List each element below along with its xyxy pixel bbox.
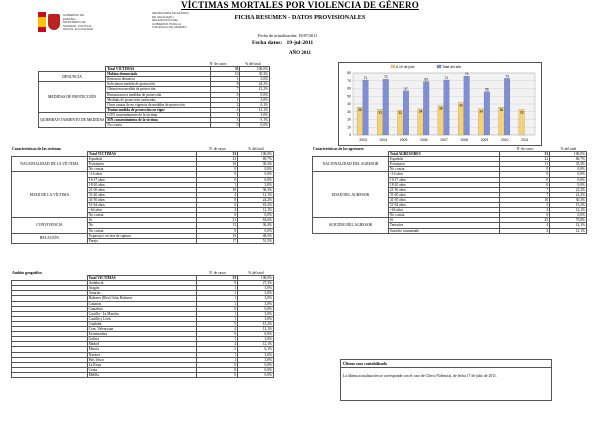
row-count: 0 [197, 306, 238, 311]
data-label: 34 [418, 109, 423, 114]
row-label: Cataluña [87, 321, 197, 326]
data-label: 36 [499, 108, 504, 113]
year-label: AÑO 2011 [288, 51, 312, 56]
row-count: 2 [197, 347, 238, 352]
y-tick-label: 70 [347, 78, 351, 83]
row-label: Española [87, 157, 197, 162]
row-pct: 0,0% [238, 167, 274, 172]
row-count: 11 [500, 162, 550, 167]
table-row: Medidas de protección caducadas 1 3,0% [107, 97, 268, 102]
row-pct: 0,0% [550, 167, 587, 172]
row-count: 4 [197, 192, 238, 197]
row-pct: 33,3% [550, 162, 587, 167]
row-pct: 3,0% [238, 316, 274, 321]
legend-label: A 19 de julio [396, 64, 415, 69]
row-label: Melilla [87, 372, 197, 377]
ambito-table [11, 275, 274, 378]
bar [464, 76, 470, 135]
row-label: Sí [87, 218, 197, 223]
group-denuncia: DENUNCIA [39, 72, 106, 82]
x-tick-label: 2006 [420, 138, 428, 142]
row-pct: 3,0% [238, 352, 274, 357]
group-label: NACIONALIDAD DEL AGRESOR [313, 157, 389, 172]
row-count: 5 [500, 203, 550, 208]
row-label: Aragón [87, 286, 197, 291]
ambito-section: Ámbito geográfico Nº de casos % del total Total VÍCTIMAS 33 100,0% Andalucía 9 27,3% Aragón 1 3,0% Asturias 1 3,0% Baleares (Illes)/ Islas Baleares 1 3,0% Canarias 1 3,0% Cantabria 0 0,0% Castilla - La Mancha 1 3,0% Castilla y León 1 3,0% Cataluña 5 15,2% Com. Valenciana 4 12,1% Extremadura 0 0,0% Galicia 1 3,0% Madrid 4 12,1% Murcia 2 6,1% Navarra 1 3,0% País Vasco 1 3,0% La Rioja 0 0,0% Ceuta 0 0,0% Melilla 0 0,0% [12, 271, 272, 377]
row-count: 5 [197, 321, 238, 326]
page-title: VÍCTIMAS MORTALES POR VIOLENCIA DE GÉNERO [181, 0, 419, 10]
y-tick-label: 10 [347, 125, 351, 130]
data-label: 38 [438, 106, 443, 111]
row-count: 10 [197, 187, 238, 192]
logo-right-text: SECRETARÍA DE ESTADO DE IGUALDAD | DELEGACIÓN DEL GOBIERNO PARA LA VIOLENCIA DE GÉNERO [152, 11, 189, 30]
agresores-table [312, 151, 587, 234]
row-label: Andalucía [87, 281, 197, 286]
row-pct: 12,1% [238, 327, 274, 332]
row-pct: 48,5% [238, 233, 274, 238]
subtitle: FICHA RESUMEN - DATOS PROVISIONALES [234, 14, 366, 21]
group-label: EDAD DE LA VÍCTIMA [12, 172, 88, 218]
table-row: Tenían medida de protección en vigor 4 12,1% [107, 107, 268, 112]
table-row: Renunciaron a medidas de protección 0 0,0% [107, 92, 268, 97]
row-pct: 0,0% [550, 172, 587, 177]
row-count: 0 [197, 172, 238, 177]
row-count: 0 [197, 167, 238, 172]
row-count: 7 [500, 192, 550, 197]
row-pct: 69,7% [238, 157, 274, 162]
table-row: No consta 0 0,0% [107, 123, 268, 128]
group-label: NACIONALIDAD DE LA VÍCTIMA [12, 157, 88, 172]
row-count: 10 [197, 162, 238, 167]
row-label: 51-64 años [388, 203, 500, 208]
col-ncasos: Nº de casos [209, 62, 227, 66]
update-date: Fecha de actualización: 19/07/2011 [258, 33, 318, 38]
row-label: Castilla y León [87, 316, 197, 321]
row-label: Pareja [87, 238, 197, 243]
data-label: 36 [358, 108, 362, 113]
row-pct: 12,1% [550, 223, 587, 228]
data-label: 76 [464, 72, 469, 77]
row-count: 10 [500, 197, 550, 202]
row-pct: 30,3% [238, 162, 274, 167]
row-pct: 3,0% [238, 291, 274, 296]
row-count: 22 [500, 157, 550, 162]
row-count: 1 [197, 286, 238, 291]
row-pct: 3,0% [238, 182, 274, 187]
row-pct: 30,3% [550, 197, 587, 202]
row-count: 1 [197, 182, 238, 187]
group-label: CONVIVENCIA [12, 218, 88, 233]
row-count: 0 [197, 332, 238, 337]
x-tick-label: 2007 [440, 138, 448, 142]
table-row: Total VÍCTIMAS 33 100,0% [88, 152, 272, 157]
row-pct: 21,2% [550, 187, 587, 192]
row-count: 1 [197, 291, 238, 296]
bar-chart [339, 63, 541, 145]
row-pct: 21,2% [550, 192, 587, 197]
logo-left-text: GOBIERNO DE ESPAÑA | MINISTERIO DE SANIDAD, POLÍTICA SOCIAL E IGUALDAD [63, 13, 93, 32]
x-tick-label: 2011 [521, 138, 529, 142]
row-count: 4 [500, 228, 550, 233]
row-count: 1 [197, 296, 238, 301]
row-label: 31-40 años [87, 192, 197, 197]
row-count: 4 [197, 208, 238, 213]
group-medidas: MEDIDAS DE PROTECCIÓN [39, 82, 106, 113]
row-label: 16-17 años [87, 177, 197, 182]
victimas-section: Características de las víctimas Nº de casos % del total Total VÍCTIMAS 33 100,0% NACIONALIDAD DE LA VÍCTIMA Española 23 69,7% Extranjera 10 30,3% No consta 0 0,0% EDAD DE LA VÍCTIMA <16 años 0 0,0% 16-17 años 0 0,0% 18-20 años 1 3,0% 21-30 años 10 30,3% 31-40 años 4 12,1% 41-50 años 8 24,2% 51-64 años 6 18,2% >64 años 4 12,1% No consta 0 0,0% CONVIVENCIA Sí 21 63,6% No 12 36,4% No consta 0 0,0% RELACIÓN Expareja o en fase de ruptura 16 48,5% Pareja 17 51,5% [12, 147, 272, 243]
row-pct: 30,3% [238, 187, 274, 192]
data-date-value: 19-jul-2011 [286, 40, 314, 46]
row-pct: 18,2% [238, 203, 274, 208]
table-row [12, 372, 274, 377]
row-label: >64 años [388, 208, 500, 213]
row-label: <16 años [87, 172, 197, 177]
row-label: 18-20 años [87, 182, 197, 187]
row-count: 6 [197, 203, 238, 208]
row-label: Madrid [87, 342, 197, 347]
data-label: 71 [363, 75, 368, 80]
row-label: 18-20 años [388, 182, 500, 187]
row-label: Murcia [87, 347, 197, 352]
row-pct: 3,0% [238, 296, 274, 301]
row-count: 17 [197, 238, 238, 243]
row-pct: 3,0% [238, 337, 274, 342]
row-label: Galicia [87, 337, 197, 342]
row-pct: 51,5% [238, 238, 274, 243]
row-count: 4 [500, 223, 550, 228]
table-row: Retiraron denuncia 1 3,0% [107, 77, 268, 82]
row-count: 1 [197, 352, 238, 357]
bar [423, 82, 429, 135]
row-pct: 3,0% [238, 286, 274, 291]
row-pct: 66,7% [550, 157, 587, 162]
row-pct: 0,0% [550, 177, 587, 182]
bar [444, 80, 450, 135]
row-label: 21-30 años [87, 187, 197, 192]
row-pct: 27,3% [238, 281, 274, 286]
row-pct: 0,0% [238, 177, 274, 182]
data-label: 69 [424, 77, 428, 82]
y-tick-label: 50 [347, 94, 351, 99]
row-count: 0 [197, 228, 238, 233]
bar [383, 79, 389, 135]
x-tick-label: 2003 [359, 138, 367, 142]
row-pct: 0,0% [238, 172, 274, 177]
row-pct: 75,8% [550, 218, 587, 223]
data-label: 72 [383, 75, 388, 80]
row-pct: 0,0% [238, 213, 274, 218]
row-count: 0 [500, 172, 550, 177]
data-label: 34 [479, 109, 483, 114]
table-row: Total VÍCTIMAS 33 100,0% [107, 67, 268, 72]
row-pct: 15,2% [238, 321, 274, 326]
row-count: 0 [197, 362, 238, 367]
row-label: Baleares (Illes)/ Islas Baleares [87, 296, 197, 301]
row-label: 51-64 años [87, 203, 197, 208]
row-pct: 3,0% [238, 301, 274, 306]
denuncia-grid [38, 66, 270, 128]
ultimo-text: La última actualización se corresponde con el caso de Chiva (Valencia), de fecha 17 de julio de 2011. [343, 374, 497, 378]
row-count: 4 [197, 342, 238, 347]
y-tick-label: 80 [347, 71, 351, 76]
row-count: 4 [197, 327, 238, 332]
row-pct: 0,0% [550, 213, 587, 218]
row-label: País Vasco [87, 357, 197, 362]
data-label: 57 [404, 86, 408, 91]
row-pct: 0,0% [238, 362, 274, 367]
group-quitan: QUIEBRAN TAMIENTO DE MEDIDAS [39, 112, 106, 127]
row-label: Com. Valenciana [87, 327, 197, 332]
row-pct: 12,1% [238, 342, 274, 347]
row-count: 0 [197, 213, 238, 218]
row-count: 25 [500, 218, 550, 223]
row-count: 4 [500, 208, 550, 213]
table-row: Obtuvieron medida de protección 7 21,2% [107, 87, 268, 92]
legend-swatch [391, 65, 395, 68]
row-label: No consta [388, 167, 500, 172]
data-label: 42 [459, 103, 463, 108]
row-label: 16-17 años [388, 177, 500, 182]
ambito-heading: Ámbito geográfico [12, 271, 43, 275]
row-label: Suicidio consumado [388, 228, 500, 233]
bar [363, 80, 369, 135]
row-label: Canarias [87, 301, 197, 306]
legend-label: Total del año [442, 64, 462, 69]
row-count: 0 [500, 167, 550, 172]
row-label: Navarra [87, 352, 197, 357]
row-label: No consta [388, 213, 500, 218]
row-pct: 12,1% [238, 208, 274, 213]
victimas-table [11, 151, 274, 244]
row-pct: 24,2% [238, 197, 274, 202]
row-label: Extremadura [87, 332, 197, 337]
row-pct: 0,0% [238, 372, 274, 377]
row-label: 31-40 años [388, 192, 500, 197]
row-pct: 0,0% [238, 306, 274, 311]
row-count: 16 [197, 233, 238, 238]
row-label: <16 años [388, 172, 500, 177]
row-pct: 3,0% [238, 357, 274, 362]
data-date-label: Fecha datos: [252, 40, 283, 46]
row-label: Expareja o en fase de ruptura [87, 233, 197, 238]
table-row: Otras causas de no vigencia de medidas de protección 2 6,1% [107, 102, 268, 107]
row-count: 0 [500, 213, 550, 218]
row-pct: 12,1% [238, 192, 274, 197]
row-count: 1 [197, 357, 238, 362]
group-label: SUICIDIO DEL AGRESOR [313, 218, 389, 233]
table-row: QUIEBRAN TAMIENTO DE MEDIDAS CON consentimiento de la víctima 1 3,0% [39, 112, 270, 117]
row-pct: 0,0% [238, 228, 274, 233]
row-pct: 12,1% [550, 208, 587, 213]
table-row: SIN consentimiento de la víctima 3 9,1% [107, 118, 268, 123]
row-label: Española [388, 157, 500, 162]
ultimo-heading: Último caso contabilizado [341, 360, 551, 368]
row-count: 1 [197, 337, 238, 342]
row-pct: 6,1% [238, 347, 274, 352]
row-label: No consta [87, 213, 197, 218]
agresores-heading: Características de los agresores [313, 147, 364, 151]
bar [484, 92, 490, 135]
row-count: 1 [197, 316, 238, 321]
x-tick-label: 2004 [379, 138, 388, 142]
row-count: 21 [197, 218, 238, 223]
row-label: Sí [388, 218, 500, 223]
row-count: 1 [197, 301, 238, 306]
y-tick-label: 30 [347, 109, 351, 114]
row-count: 0 [197, 372, 238, 377]
row-label: No [87, 223, 197, 228]
denuncia-section [38, 62, 270, 128]
row-label: Extranjera [87, 162, 197, 167]
row-count: 23 [197, 157, 238, 162]
row-label: Extranjera [388, 162, 500, 167]
row-label: No consta [87, 167, 197, 172]
row-pct: 0,0% [238, 332, 274, 337]
agresores-section: Características de los agresores Nº de casos % del total Total AGRESORES 33 100,0% NACIONALIDAD DEL AGRESOR Española 22 66,7% Extranjera 11 33,3% No consta 0 0,0% EDAD DEL AGRESOR <16 años 0 0,0% 16-17 años 0 0,0% 18-20 años 0 0,0% 21-30 años 7 21,2% 31-40 años 7 21,2% 41-50 años 10 30,3% 51-64 años 5 15,2% >64 años 4 12,1% No consta 0 0,0% SUICIDIO DEL AGRESOR Sí 25 75,8% Tentativa 4 12,1% Suicidio consumado 4 12,1% [313, 147, 585, 233]
row-label: Tentativa [388, 223, 500, 228]
table-row: Total VÍCTIMAS 33 100,0% [88, 276, 272, 281]
row-count: 12 [197, 223, 238, 228]
legend-swatch [437, 65, 441, 68]
row-count: 8 [197, 197, 238, 202]
x-tick-label: 2010 [500, 138, 509, 142]
row-label: >64 años [87, 208, 197, 213]
victimas-heading: Características de las víctimas [12, 147, 62, 151]
row-label: 41-50 años [388, 197, 500, 202]
row-count: 1 [197, 311, 238, 316]
row-pct: 63,6% [238, 218, 274, 223]
data-label: 33 [378, 110, 382, 115]
data-label: 33 [519, 110, 524, 115]
row-count: 0 [197, 177, 238, 182]
row-count: 7 [500, 187, 550, 192]
row-count: 0 [500, 182, 550, 187]
row-label: 21-30 años [388, 187, 500, 192]
row-pct: 0,0% [550, 182, 587, 187]
row-count: 0 [197, 367, 238, 372]
data-label: 73 [505, 74, 509, 79]
y-tick-label: 40 [347, 102, 351, 107]
group-label: EDAD DEL AGRESOR [313, 172, 389, 218]
col-total: % del total [245, 62, 261, 66]
data-label: 71 [444, 75, 449, 80]
row-pct: 3,0% [238, 311, 274, 316]
data-date [252, 40, 313, 46]
y-tick-label: 0 [349, 133, 351, 138]
row-label: La Rioja [87, 362, 197, 367]
table-row: Total AGRESORES 33 100,0% [389, 152, 585, 157]
chart-container [338, 62, 542, 146]
y-tick-label: 60 [347, 86, 351, 91]
row-pct: 0,0% [238, 367, 274, 372]
row-pct: 36,4% [238, 223, 274, 228]
group-label: RELACIÓN [12, 233, 88, 243]
table-row: MEDIDAS DE PROTECCIÓN Solicitaron medida de protección 8 24,2% [39, 82, 270, 87]
row-count: 9 [197, 281, 238, 286]
row-label: Ceuta [87, 367, 197, 372]
table-row: DENUNCIA Habían denunciado 10 30,3% [39, 72, 270, 77]
row-pct: 15,2% [550, 203, 587, 208]
data-label: 56 [485, 87, 489, 92]
row-label: 41-50 años [87, 197, 197, 202]
x-tick-label: 2008 [460, 138, 468, 142]
bar [504, 78, 510, 135]
x-tick-label: 2009 [480, 138, 489, 142]
y-tick-label: 20 [347, 117, 351, 122]
row-label: No consta [87, 228, 197, 233]
row-label: Cantabria [87, 306, 197, 311]
row-label: Asturias [87, 291, 197, 296]
x-tick-label: 2005 [399, 138, 408, 142]
row-pct: 12,1% [550, 228, 587, 233]
row-count: 0 [500, 177, 550, 182]
data-label: 32 [398, 111, 403, 116]
ultimo-caso-box [340, 359, 552, 401]
row-label: Castilla - La Mancha [87, 311, 197, 316]
bar [403, 91, 409, 135]
